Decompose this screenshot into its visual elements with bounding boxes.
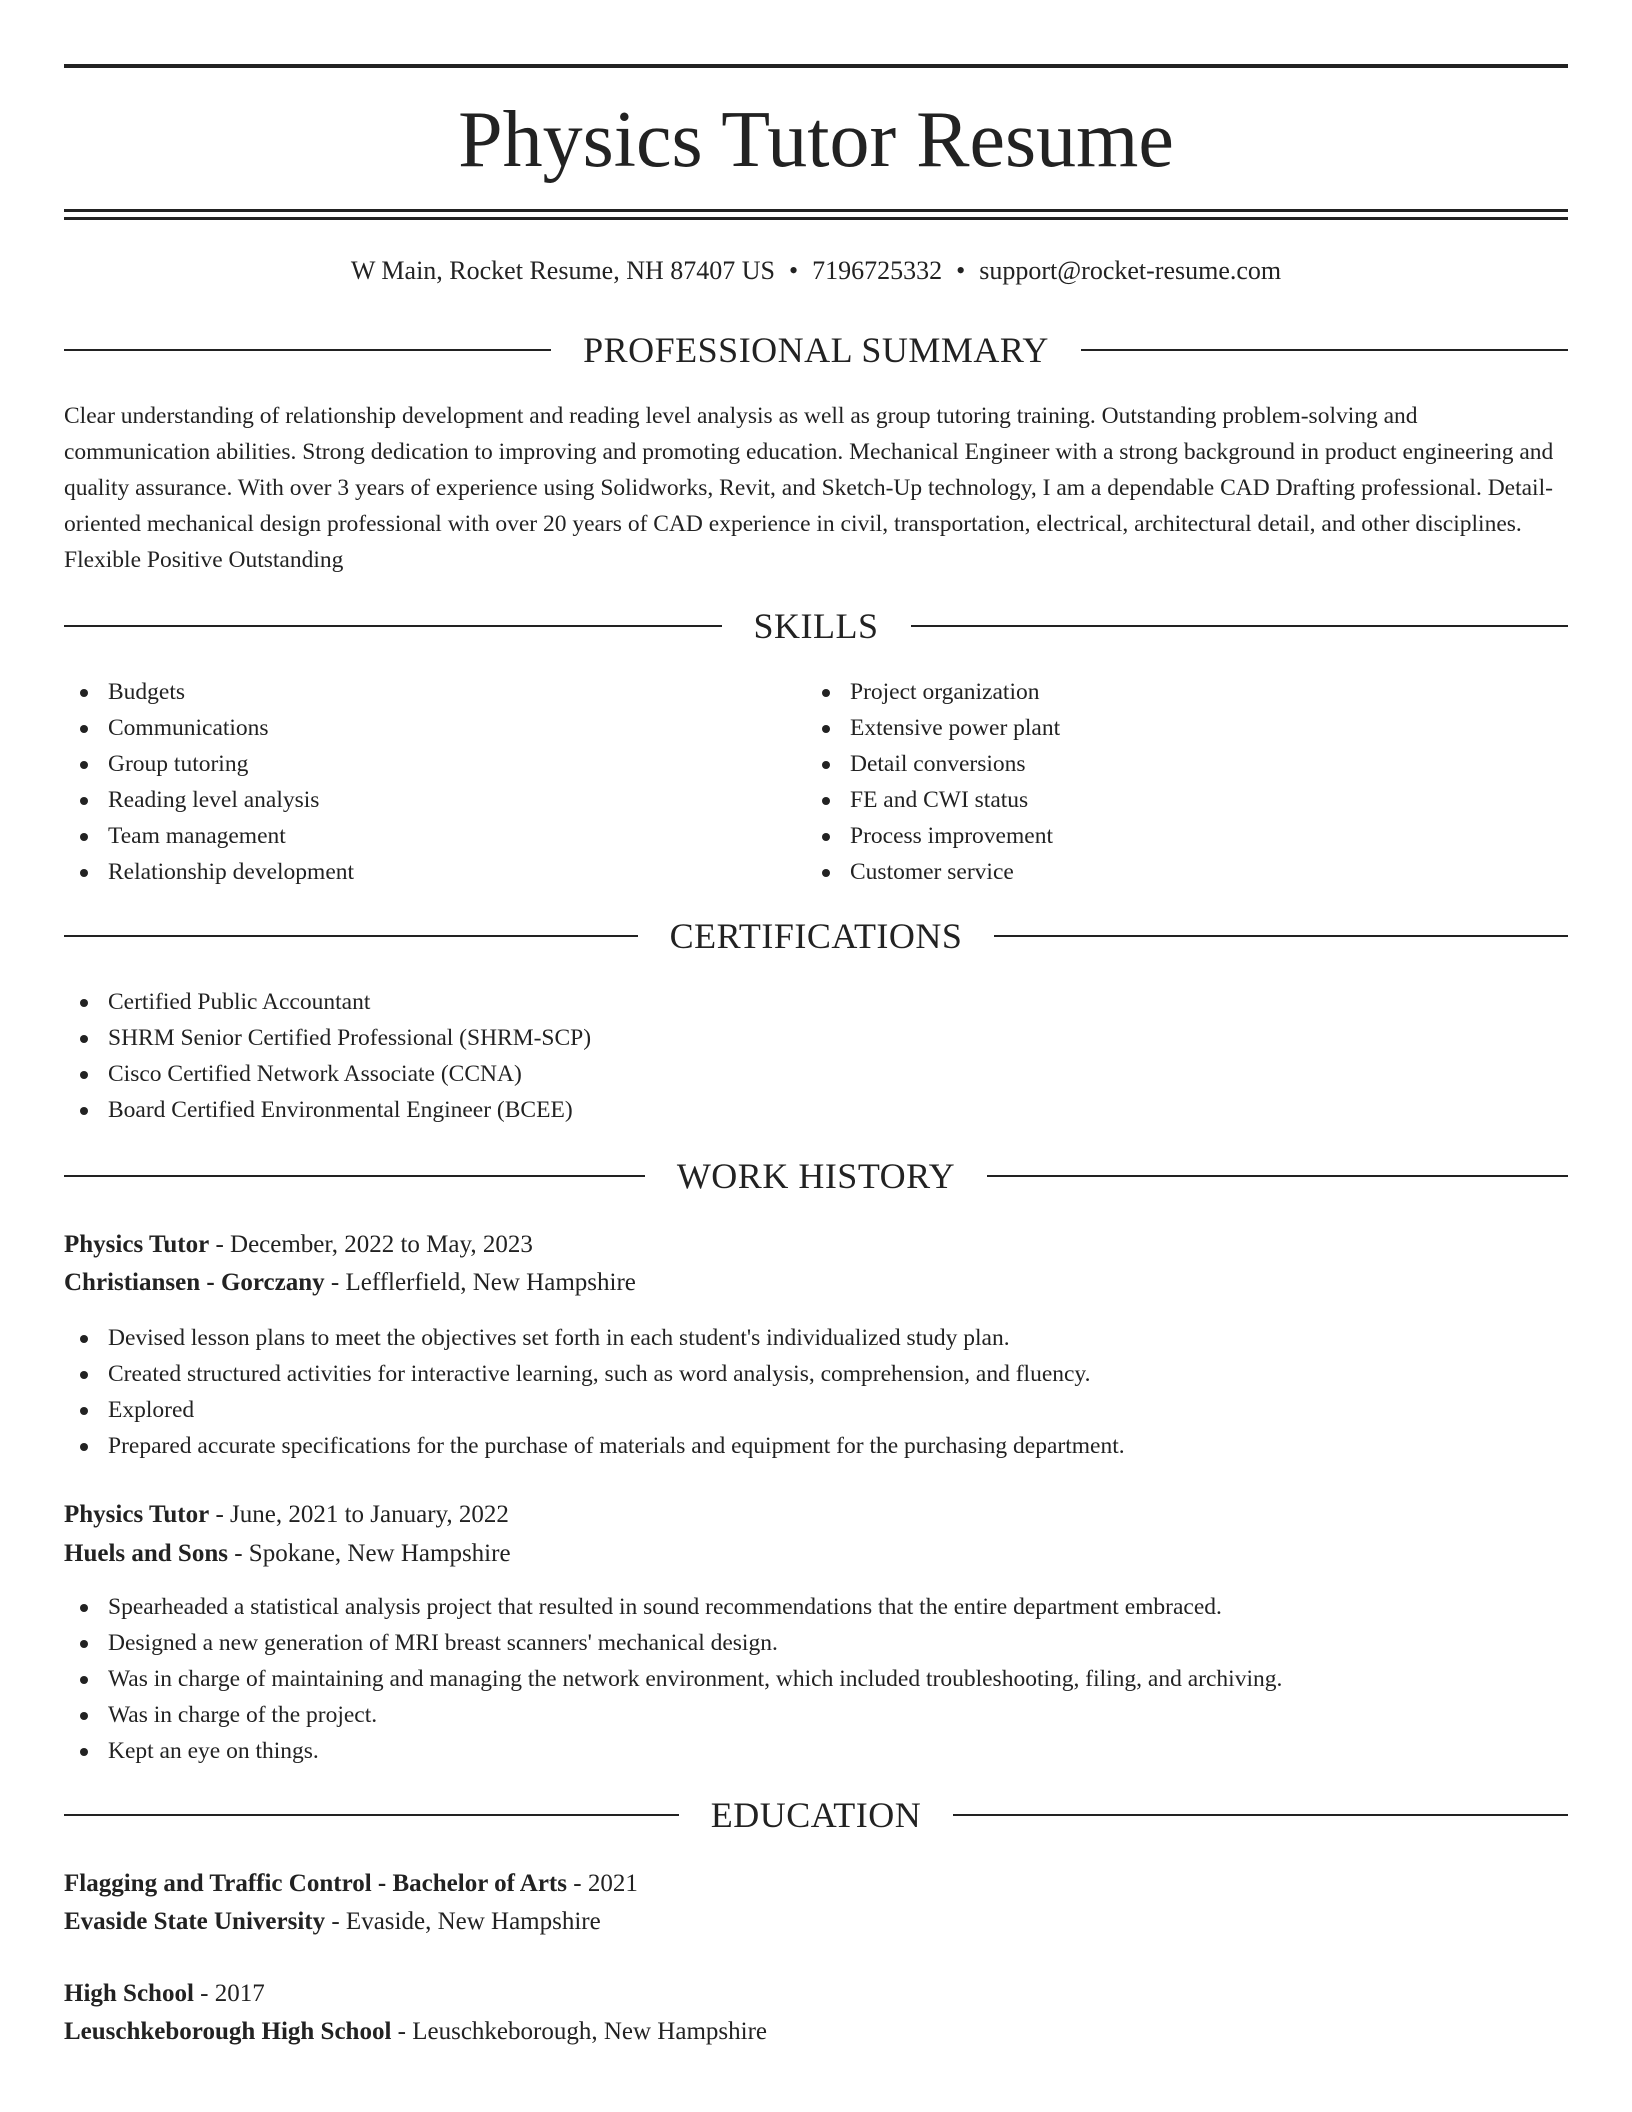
education-school: Leuschkeborough High School — [64, 2018, 392, 2045]
education-degree-line — [64, 1976, 265, 2012]
job-company-line — [64, 1536, 511, 1572]
skill-item: FE and CWI status — [806, 782, 1506, 818]
heading-rule — [994, 935, 1568, 937]
education-year: - 2021 — [567, 1870, 638, 1897]
top-rule — [64, 64, 1568, 68]
skill-item: Process improvement — [806, 818, 1506, 854]
job-duty-item: Was in charge of the project. — [64, 1697, 1464, 1733]
summary-text: Clear understanding of relationship development and reading level analysis as well as group tutoring training. Outstanding problem-solving and communication abilities. Strong dedication to improving and promoting education. Mechanical Engineer with a strong background in product engineering and quality assurance. With over 3 years of experience using Solidworks, Revit, and Sketch-Up technology, I am a dependable CAD Drafting professional. Detail-oriented mechanical design professional with over 20 years of CAD experience in civil, transportation, electrical, architectural detail, and other disciplines. Flexible Positive Outstanding — [64, 403, 1554, 573]
education-heading-label: EDUCATION — [710, 1795, 922, 1835]
skill-item: Detail conversions — [806, 746, 1506, 782]
job-duty-item: Was in charge of maintaining and managing the network environment, which included troubleshooting, filing, and archiving. — [64, 1661, 1464, 1697]
certification-item: SHRM Senior Certified Professional (SHRM-SCP) — [64, 1020, 1464, 1056]
job-duties-list — [64, 1320, 1464, 1464]
skills-heading — [64, 603, 1568, 649]
skills-column-right — [806, 674, 1506, 890]
contact-address: W Main, Rocket Resume, NH 87407 US — [350, 256, 775, 285]
job-duty-item: Prepared accurate specifications for the purchase of materials and equipment for the purchasing department. — [64, 1428, 1464, 1464]
heading-rule — [64, 1175, 645, 1177]
education-school: Evaside State University — [64, 1908, 326, 1935]
job-dates: - December, 2022 to May, 2023 — [209, 1231, 533, 1258]
job-role: Physics Tutor — [64, 1231, 210, 1258]
skill-item: Extensive power plant — [806, 710, 1506, 746]
job-company: Huels and Sons — [64, 1540, 228, 1567]
heading-rule — [64, 349, 551, 351]
heading-rule — [64, 625, 722, 627]
contact-line — [64, 254, 1568, 288]
heading-rule — [987, 1175, 1568, 1177]
education-degree: High School — [64, 1980, 194, 2007]
job-duties-list — [64, 1589, 1464, 1769]
job-duty-item: Kept an eye on things. — [64, 1733, 1464, 1769]
skill-item: Team management — [64, 818, 764, 854]
heading-rule — [911, 625, 1569, 627]
certification-item: Certified Public Accountant — [64, 984, 1464, 1020]
summary-heading-label: PROFESSIONAL SUMMARY — [583, 330, 1049, 370]
contact-phone: 7196725332 — [812, 256, 943, 285]
job-location: - Lefflerfield, New Hampshire — [324, 1269, 636, 1296]
education-location: - Leuschkeborough, New Hampshire — [391, 2018, 767, 2045]
skill-item: Customer service — [806, 854, 1506, 890]
certifications-heading — [64, 913, 1568, 959]
contact-separator: • — [956, 256, 966, 285]
education-location: - Evaside, New Hampshire — [325, 1908, 601, 1935]
education-school-line — [64, 1904, 601, 1940]
education-heading — [64, 1792, 1568, 1838]
job-duty-item: Created structured activities for interactive learning, such as word analysis, comprehension, and fluency. — [64, 1356, 1464, 1392]
job-company: Christiansen - Gorczany — [64, 1269, 325, 1296]
job-dates: - June, 2021 to January, 2022 — [209, 1501, 509, 1528]
title-double-rule — [64, 209, 1568, 220]
job-title-line — [64, 1497, 509, 1533]
job-title-line — [64, 1227, 533, 1263]
heading-rule — [64, 935, 638, 937]
skills-column-left — [64, 674, 764, 890]
education-degree: Flagging and Traffic Control - Bachelor of Arts — [64, 1870, 567, 1897]
job-duty-item: Devised lesson plans to meet the objectives set forth in each student's individualized study plan. — [64, 1320, 1464, 1356]
work-heading — [64, 1153, 1568, 1199]
job-duty-item: Designed a new generation of MRI breast scanners' mechanical design. — [64, 1625, 1464, 1661]
heading-rule — [953, 1814, 1568, 1816]
skill-item: Reading level analysis — [64, 782, 764, 818]
certifications-list — [64, 984, 1464, 1128]
summary-heading — [64, 327, 1568, 373]
contact-separator: • — [789, 256, 799, 285]
job-company-line — [64, 1265, 636, 1301]
certification-item: Cisco Certified Network Associate (CCNA) — [64, 1056, 1464, 1092]
job-duty-item: Explored — [64, 1392, 1464, 1428]
skill-item: Group tutoring — [64, 746, 764, 782]
work-heading-label: WORK HISTORY — [676, 1156, 956, 1196]
skill-item: Communications — [64, 710, 764, 746]
skills-heading-label: SKILLS — [753, 606, 879, 646]
contact-email: support@rocket-resume.com — [979, 256, 1282, 285]
certifications-heading-label: CERTIFICATIONS — [669, 916, 963, 956]
education-school-line — [64, 2014, 767, 2050]
skill-item: Relationship development — [64, 854, 764, 890]
job-duty-item: Spearheaded a statistical analysis project that resulted in sound recommendations that the entire department embraced. — [64, 1589, 1464, 1625]
skill-item: Budgets — [64, 674, 764, 710]
heading-rule — [64, 1814, 679, 1816]
job-role: Physics Tutor — [64, 1501, 210, 1528]
resume-title: Physics Tutor Resume — [458, 96, 1174, 184]
certification-item: Board Certified Environmental Engineer (BCEE) — [64, 1092, 1464, 1128]
education-year: - 2017 — [193, 1980, 265, 2007]
education-degree-line — [64, 1866, 638, 1902]
job-location: - Spokane, New Hampshire — [227, 1540, 511, 1567]
heading-rule — [1081, 349, 1568, 351]
skill-item: Project organization — [806, 674, 1506, 710]
